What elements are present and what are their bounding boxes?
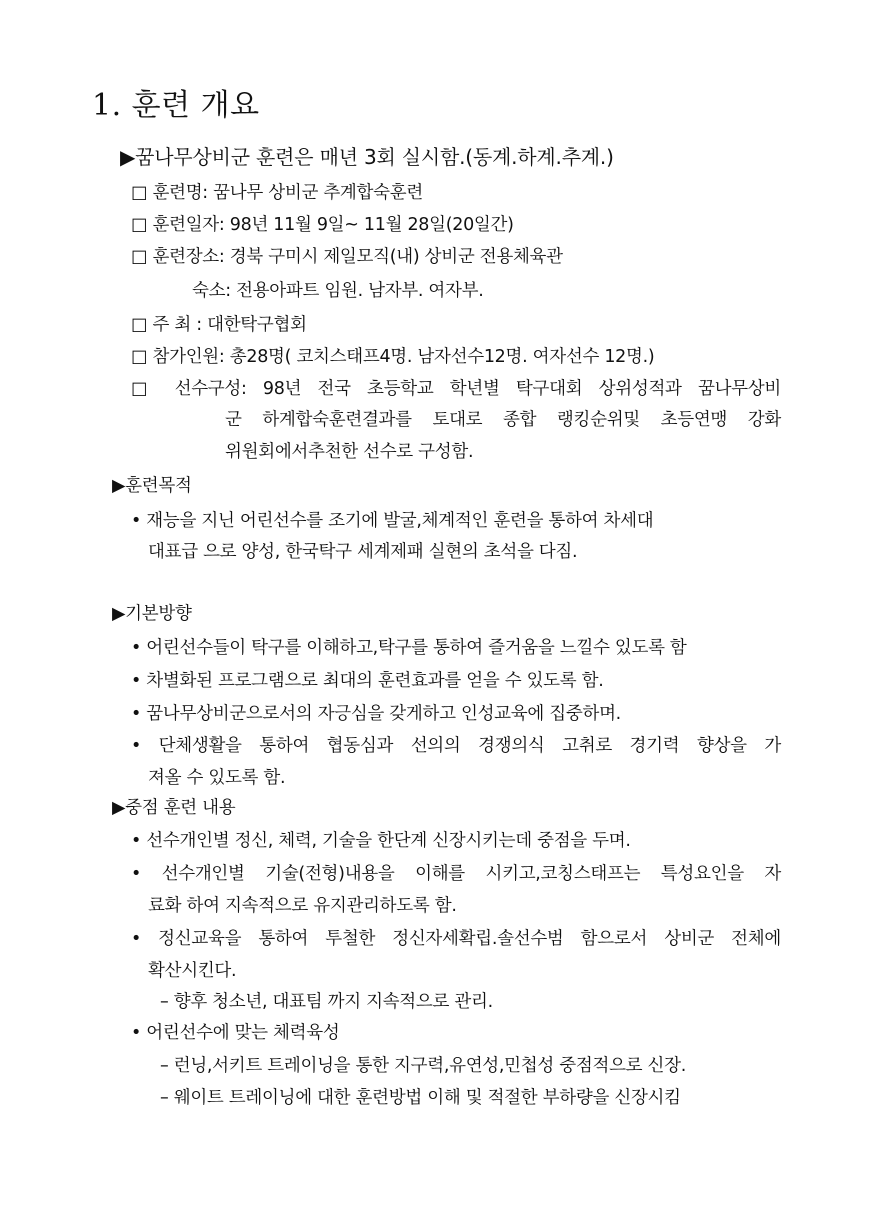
focus-line: • 선수개인별 정신, 체력, 기술을 한단계 신장시키는데 중점을 두며.	[131, 831, 631, 851]
overview-item-composition-cont: 군 하계합숙훈련결과를 토대로 종합 랭킹순위및 초등연맹 강화	[225, 410, 781, 430]
overview-item-place: □ 훈련장소: 경북 구미시 제일모직(내) 상비군 전용체육관	[131, 247, 563, 267]
focus-line: • 어린선수에 맞는 체력육성	[131, 1023, 340, 1043]
overview-item-host: □ 주 최 : 대한탁구협회	[131, 315, 307, 335]
page-title: 1. 훈련 개요	[92, 88, 260, 123]
direction-line: • 단체생활을 통하여 협동심과 선의의 경쟁의식 고취로 경기력 향상을 가	[131, 736, 781, 756]
overview-item-composition-cont: 위원회에서추천한 선수로 구성함.	[225, 442, 474, 462]
overview-item-lodging: 숙소: 전용아파트 임원. 남자부. 여자부.	[192, 281, 484, 301]
focus-line: 료화 하여 지속적으로 유지관리하도록 함.	[148, 896, 457, 916]
overview-item-participants: □ 참가인원: 총28명( 코치스태프4명. 남자선수12명. 여자선수 12명.)	[131, 347, 655, 367]
focus-subline: – 웨이트 트레이닝에 대한 훈련방법 이해 및 적절한 부하량을 신장시킴	[160, 1088, 681, 1108]
section-heading-focus: ▶중점 훈련 내용	[112, 798, 236, 818]
focus-line: • 선수개인별 기술(전형)내용을 이해를 시키고,코칭스태프는 특성요인을 자	[131, 864, 781, 884]
overview-item-composition: □ 선수구성: 98년 전국 초등학교 학년별 탁구대회 상위성적과 꿈나무상비	[131, 379, 781, 399]
section-heading-direction: ▶기본방향	[112, 604, 192, 624]
focus-line: • 정신교육을 통하여 투철한 정신자세확립.솔선수범 함으로서 상비군 전체에	[131, 929, 781, 949]
section-heading-purpose: ▶훈련목적	[112, 476, 192, 496]
focus-line: 확산시킨다.	[148, 961, 237, 981]
direction-line: • 어린선수들이 탁구를 이해하고,탁구를 통하여 즐거움을 느낄수 있도록 함	[131, 638, 687, 658]
focus-subline: – 런닝,서키트 트레이닝을 통한 지구력,유연성,민첩성 중점적으로 신장.	[160, 1056, 687, 1076]
overview-item-name: □ 훈련명: 꿈나무 상비군 추계합숙훈련	[131, 183, 423, 203]
direction-line: • 차별화된 프로그램으로 최대의 훈련효과를 얻을 수 있도록 함.	[131, 671, 604, 691]
direction-line: • 꿈나무상비군으로서의 자긍심을 갖게하고 인성교육에 집중하며.	[131, 704, 621, 724]
purpose-line: 대표급 으로 양성, 한국탁구 세계제패 실현의 초석을 다짐.	[148, 542, 578, 562]
overview-item-date: □ 훈련일자: 98년 11월 9일~ 11월 28일(20일간)	[131, 215, 514, 235]
purpose-line: • 재능을 지닌 어린선수를 조기에 발굴,체계적인 훈련을 통하여 차세대	[131, 511, 654, 531]
overview-intro: ▶꿈나무상비군 훈련은 매년 3회 실시함.(동계.하계.추계.)	[120, 145, 614, 169]
focus-subline: – 향후 청소년, 대표팀 까지 지속적으로 관리.	[160, 992, 493, 1012]
direction-line: 져올 수 있도록 함.	[148, 768, 286, 788]
